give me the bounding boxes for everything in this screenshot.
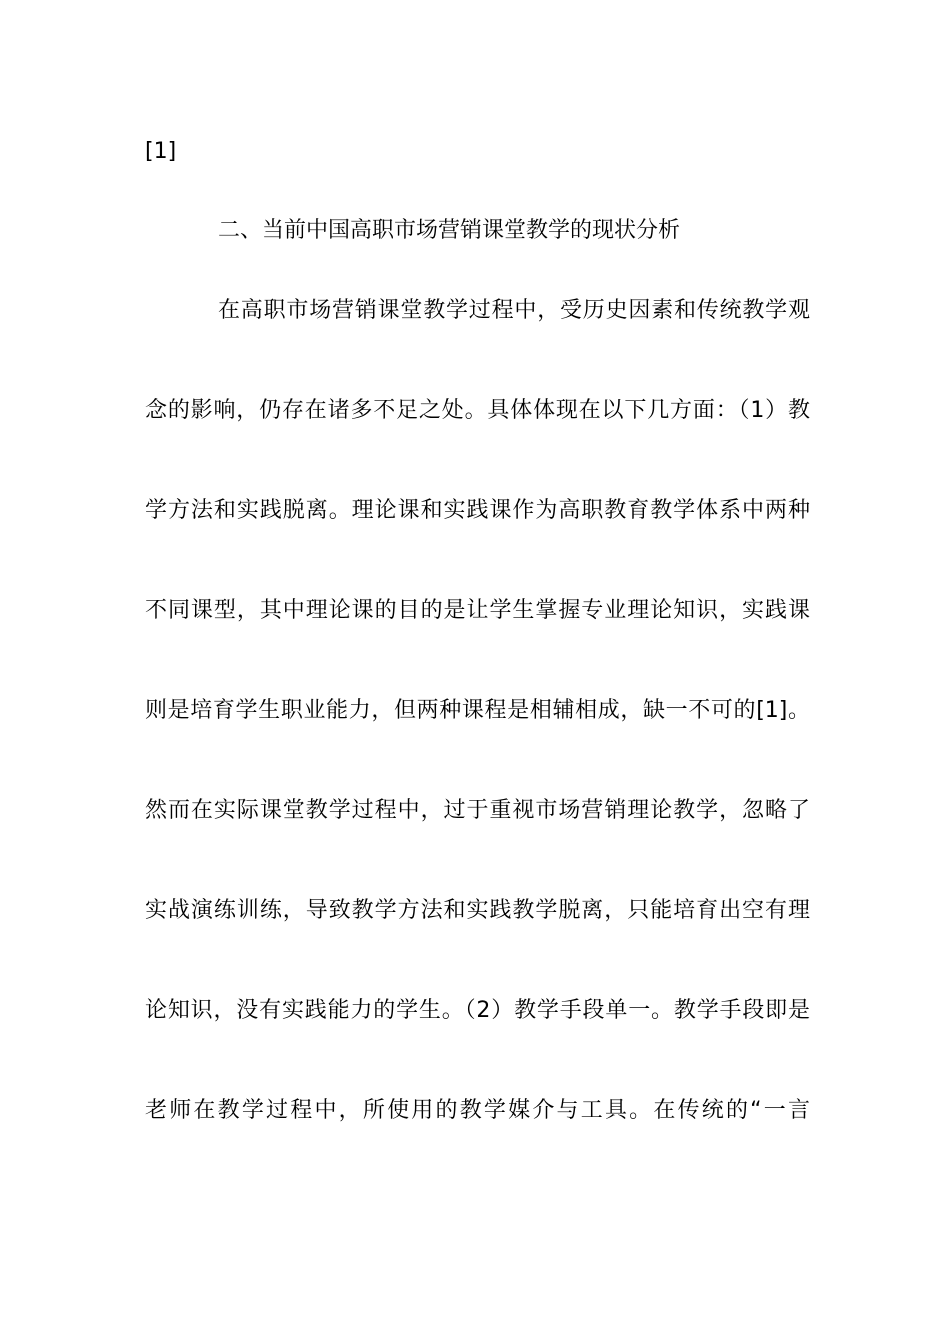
paragraph-line-8: 论知识，没有实践能力的学生。（2）教学手段单一。教学手段即是 xyxy=(145,998,810,1023)
paragraph-line-2: 念的影响，仍存在诸多不足之处。具体体现在以下几方面：（1）教 xyxy=(145,398,810,423)
paragraph-line-7: 实战演练训练，导致教学方法和实践教学脱离，只能培育出空有理 xyxy=(145,898,810,923)
section-heading: 二、当前中国高职市场营销课堂教学的现状分析 xyxy=(218,218,681,243)
paragraph-line-1: 在高职市场营销课堂教学过程中，受历史因素和传统教学观 xyxy=(218,298,810,323)
paragraph-line-9: 老师在教学过程中，所使用的教学媒介与工具。在传统的“一言 xyxy=(145,1098,810,1123)
paragraph-line-5: 则是培育学生职业能力，但两种课程是相辅相成，缺一不可的[1]。 xyxy=(145,698,810,723)
reference-marker: [1] xyxy=(145,139,177,164)
paragraph-line-6: 然而在实际课堂教学过程中，过于重视市场营销理论教学，忽略了 xyxy=(145,798,810,823)
paragraph-line-3: 学方法和实践脱离。理论课和实践课作为高职教育教学体系中两种 xyxy=(145,498,810,523)
paragraph-line-4: 不同课型，其中理论课的目的是让学生掌握专业理论知识，实践课 xyxy=(145,598,810,623)
